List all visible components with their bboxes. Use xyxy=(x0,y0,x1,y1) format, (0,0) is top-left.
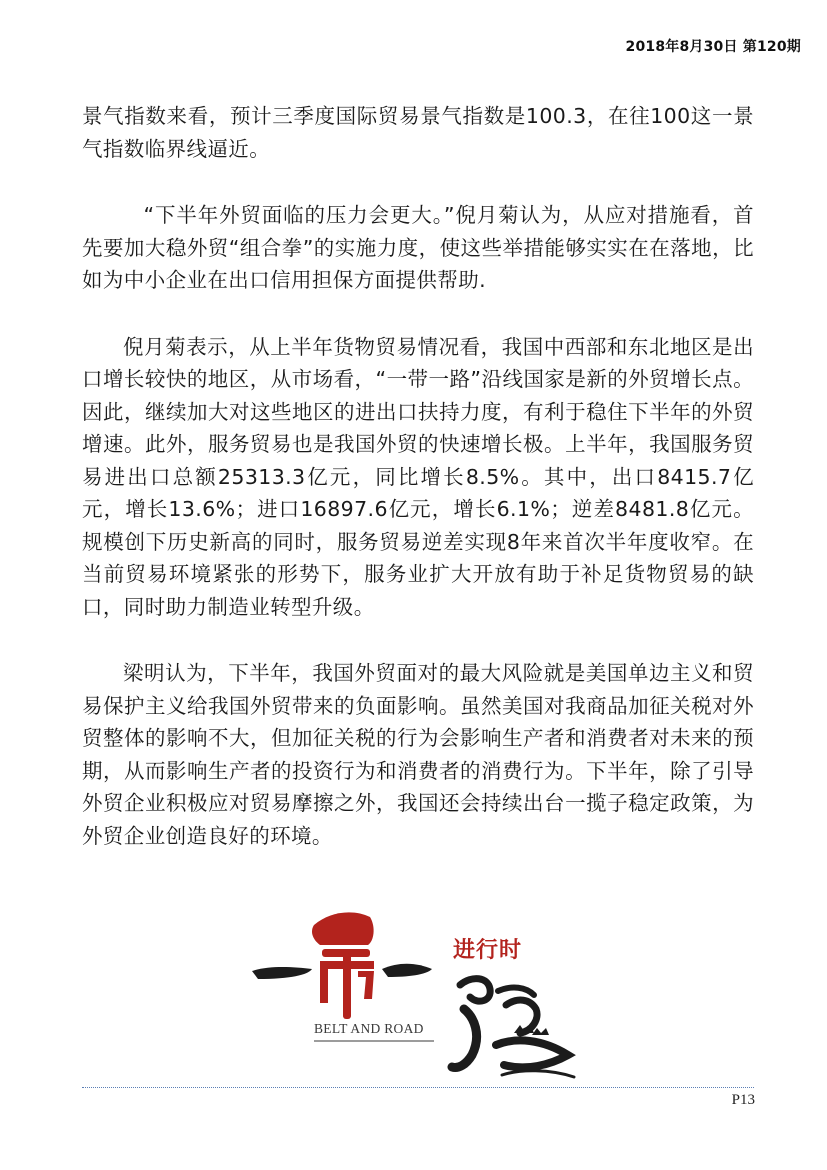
paragraph-4: 梁明认为，下半年，我国外贸面对的最大风险就是美国单边主义和贸易保护主义给我国外贸带来的负面影响。虽然美国对我商品加征关税对外贸整体的影响不大，但加征关税的行为会影响生产者和消费者对未来的预期，从而影响生产者的投资行为和消费者的消费行为。下半年，除了引导外贸企业积极应对贸易摩擦之外，我国还会持续出台一揽子稳定政策，为外贸企业创造良好的环境。 xyxy=(82,661,754,848)
calligraphy-logo-graphic xyxy=(250,905,580,1085)
belt-and-road-logo xyxy=(250,905,580,1085)
page-number: P13 xyxy=(731,1092,755,1108)
footer-divider xyxy=(82,1087,754,1088)
paragraph-1: 景气指数来看，预计三季度国际贸易景气指数是100.3，在往100这一景气指数临界线逼近。 xyxy=(82,104,754,161)
logo-english-text: BELT AND ROAD xyxy=(314,1021,424,1036)
paragraph-3: 倪月菊表示，从上半年货物贸易情况看，我国中西部和东北地区是出口增长较快的地区，从市场看，“一带一路”沿线国家是新的外贸增长点。因此，继续加大对这些地区的进出口扶持力度，有利于稳住下半年的外贸增速。此外，服务贸易也是我国外贸的快速增长极。上半年，我国服务贸易进出口总额25313.3亿元，同比增长8.5%。其中，出口8415.7亿元，增长13.6%；进口16897.6亿元，增长6.1%；逆差8481.8亿元。规模创下历史新高的同时，服务贸易逆差实现8年来首次半年度收窄。在当前贸易环境紧张的形势下，服务业扩大开放有助于补足货物贸易的缺口，同时助力制造业转型升级。 xyxy=(82,334,754,619)
issue-header: 2018年8月30日 第120期 xyxy=(625,39,801,55)
article-body xyxy=(82,100,754,886)
logo-tagline: 进行时 xyxy=(453,938,523,963)
paragraph-2: “下半年外贸面临的压力会更大。”倪月菊认为，从应对措施看，首先要加大稳外贸“组合拳”的实施力度，使这些举措能够实实在在落地，比如为中小企业在出口信用担保方面提供帮助. xyxy=(82,203,754,292)
